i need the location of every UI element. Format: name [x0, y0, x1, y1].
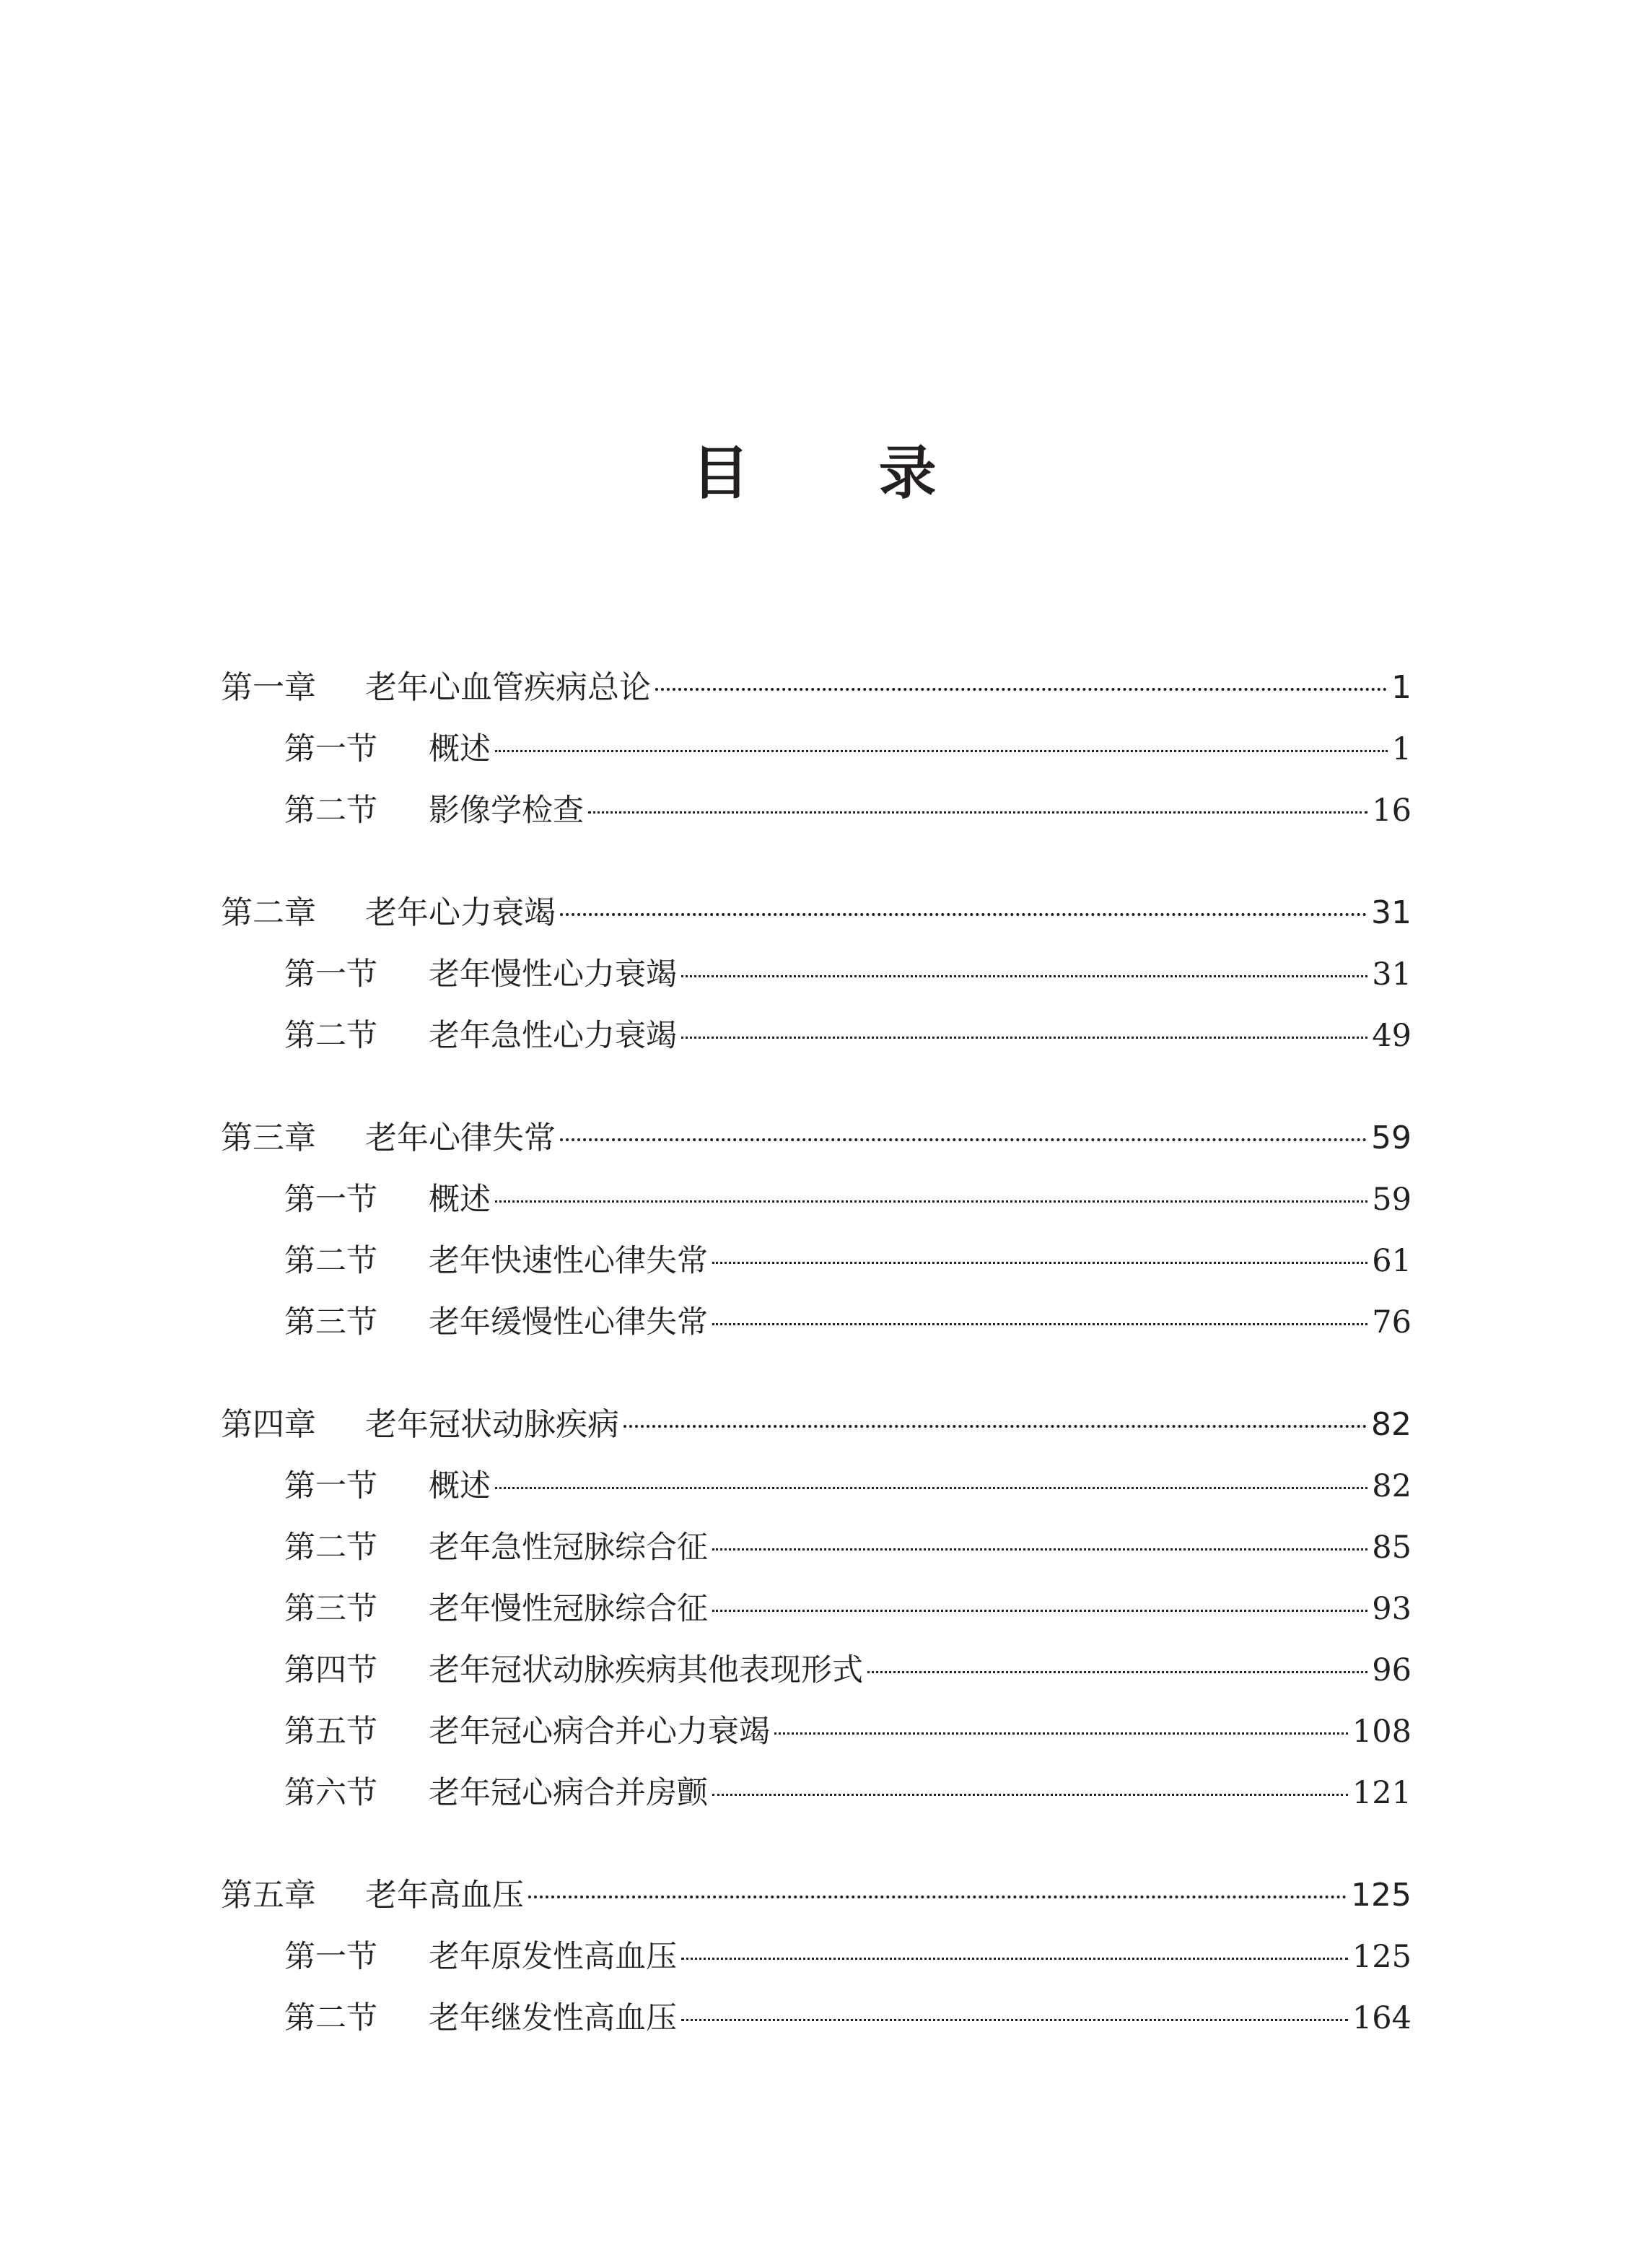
section-page-number: 121 [1352, 1775, 1412, 1811]
section-title: 概述 [429, 1468, 491, 1504]
section-number: 第二节 [284, 793, 377, 829]
chapter-entry[interactable] [221, 1394, 1412, 1456]
dot-leader [560, 913, 1367, 916]
section-entry[interactable] [221, 1231, 1412, 1292]
dot-leader [712, 1548, 1367, 1550]
chapter-title: 老年心律失常 [365, 1120, 556, 1156]
section-page-number: 76 [1372, 1304, 1412, 1340]
section-page-number: 108 [1352, 1714, 1412, 1750]
dot-leader [712, 1323, 1367, 1325]
dot-leader [560, 1138, 1367, 1141]
section-title: 老年冠心病合并心力衰竭 [429, 1714, 770, 1750]
table-of-contents [221, 657, 1412, 2090]
section-entry[interactable] [221, 1292, 1412, 1353]
dot-leader [712, 1794, 1348, 1796]
section-number: 第一节 [284, 1939, 377, 1975]
dot-leader [528, 1896, 1347, 1898]
section-title: 老年原发性高血压 [429, 1939, 677, 1975]
chapter-entry[interactable] [221, 1864, 1412, 1927]
chapter-page-number: 31 [1371, 894, 1412, 931]
chapter-number: 第五章 [221, 1877, 316, 1914]
section-page-number: 59 [1372, 1182, 1412, 1218]
section-entry[interactable] [221, 1927, 1412, 1988]
section-entry[interactable] [221, 1640, 1412, 1701]
section-page-number: 164 [1352, 2000, 1412, 2036]
chapter-number: 第二章 [221, 894, 316, 931]
chapter-number: 第三章 [221, 1120, 316, 1156]
page-title: 目 录 [691, 439, 973, 507]
dot-leader [623, 1425, 1367, 1428]
section-title: 影像学检查 [429, 793, 584, 829]
section-entry[interactable] [221, 1988, 1412, 2049]
section-entry[interactable] [221, 719, 1412, 780]
section-title: 老年冠心病合并房颤 [429, 1775, 708, 1811]
section-number: 第一节 [284, 1182, 377, 1218]
dot-leader [681, 1958, 1348, 1960]
chapter-entry[interactable] [221, 1107, 1412, 1169]
chapter-title: 老年心血管疾病总论 [365, 669, 651, 706]
section-number: 第一节 [284, 956, 377, 993]
section-page-number: 31 [1372, 956, 1412, 993]
section-title: 概述 [429, 731, 491, 767]
chapter-page-number: 59 [1371, 1120, 1412, 1156]
section-page-number: 16 [1372, 793, 1412, 829]
section-page-number: 1 [1391, 731, 1412, 767]
section-number: 第二节 [284, 1018, 377, 1054]
toc-chapter-5 [221, 1864, 1412, 2049]
chapter-entry[interactable] [221, 657, 1412, 719]
chapter-title: 老年冠状动脉疾病 [365, 1406, 619, 1443]
chapter-title: 老年心力衰竭 [365, 894, 556, 931]
dot-leader [588, 811, 1367, 814]
section-page-number: 93 [1372, 1591, 1412, 1627]
dot-leader [495, 1487, 1367, 1489]
section-page-number: 61 [1372, 1243, 1412, 1279]
dot-leader [712, 1262, 1367, 1264]
dot-leader [774, 1732, 1348, 1735]
section-number: 第四节 [284, 1652, 377, 1688]
section-number: 第二节 [284, 1243, 377, 1279]
section-title: 老年慢性心力衰竭 [429, 956, 677, 993]
section-number: 第二节 [284, 1530, 377, 1566]
section-entry[interactable] [221, 780, 1412, 842]
section-entry[interactable] [221, 1006, 1412, 1067]
section-title: 老年急性冠脉综合征 [429, 1530, 708, 1566]
dot-leader [681, 2019, 1348, 2021]
chapter-number: 第四章 [221, 1406, 316, 1443]
chapter-page-number: 125 [1351, 1877, 1412, 1914]
section-number: 第一节 [284, 731, 377, 767]
section-title: 老年快速性心律失常 [429, 1243, 708, 1279]
chapter-number: 第一章 [221, 669, 316, 706]
section-page-number: 96 [1372, 1652, 1412, 1688]
section-entry[interactable] [221, 1517, 1412, 1579]
toc-chapter-4 [221, 1394, 1412, 1824]
section-page-number: 82 [1372, 1468, 1412, 1504]
chapter-title: 老年高血压 [365, 1877, 524, 1914]
section-title: 老年缓慢性心律失常 [429, 1304, 708, 1340]
section-entry[interactable] [221, 1579, 1412, 1640]
toc-chapter-1 [221, 657, 1412, 842]
section-page-number: 49 [1372, 1018, 1412, 1054]
dot-leader [681, 975, 1367, 977]
dot-leader [681, 1037, 1367, 1039]
section-entry[interactable] [221, 1763, 1412, 1824]
section-page-number: 85 [1372, 1530, 1412, 1566]
dot-leader [495, 1200, 1367, 1203]
section-title: 老年慢性冠脉综合征 [429, 1591, 708, 1627]
chapter-entry[interactable] [221, 882, 1412, 944]
section-number: 第三节 [284, 1304, 377, 1340]
toc-chapter-3 [221, 1107, 1412, 1353]
section-number: 第三节 [284, 1591, 377, 1627]
section-title: 老年急性心力衰竭 [429, 1018, 677, 1054]
section-number: 第五节 [284, 1714, 377, 1750]
section-number: 第一节 [284, 1468, 377, 1504]
section-number: 第二节 [284, 2000, 377, 2036]
dot-leader [712, 1610, 1367, 1612]
dot-leader [495, 750, 1388, 752]
dot-leader [867, 1671, 1367, 1673]
toc-chapter-2 [221, 882, 1412, 1067]
section-entry[interactable] [221, 1456, 1412, 1517]
section-number: 第六节 [284, 1775, 377, 1811]
section-title: 老年继发性高血压 [429, 2000, 677, 2036]
chapter-page-number: 1 [1391, 669, 1412, 706]
section-entry[interactable] [221, 944, 1412, 1006]
section-page-number: 125 [1352, 1939, 1412, 1975]
chapter-page-number: 82 [1371, 1406, 1412, 1443]
section-title: 老年冠状动脉疾病其他表现形式 [429, 1652, 863, 1688]
section-entry[interactable] [221, 1701, 1412, 1763]
section-entry[interactable] [221, 1169, 1412, 1231]
section-title: 概述 [429, 1182, 491, 1218]
dot-leader [655, 688, 1387, 691]
